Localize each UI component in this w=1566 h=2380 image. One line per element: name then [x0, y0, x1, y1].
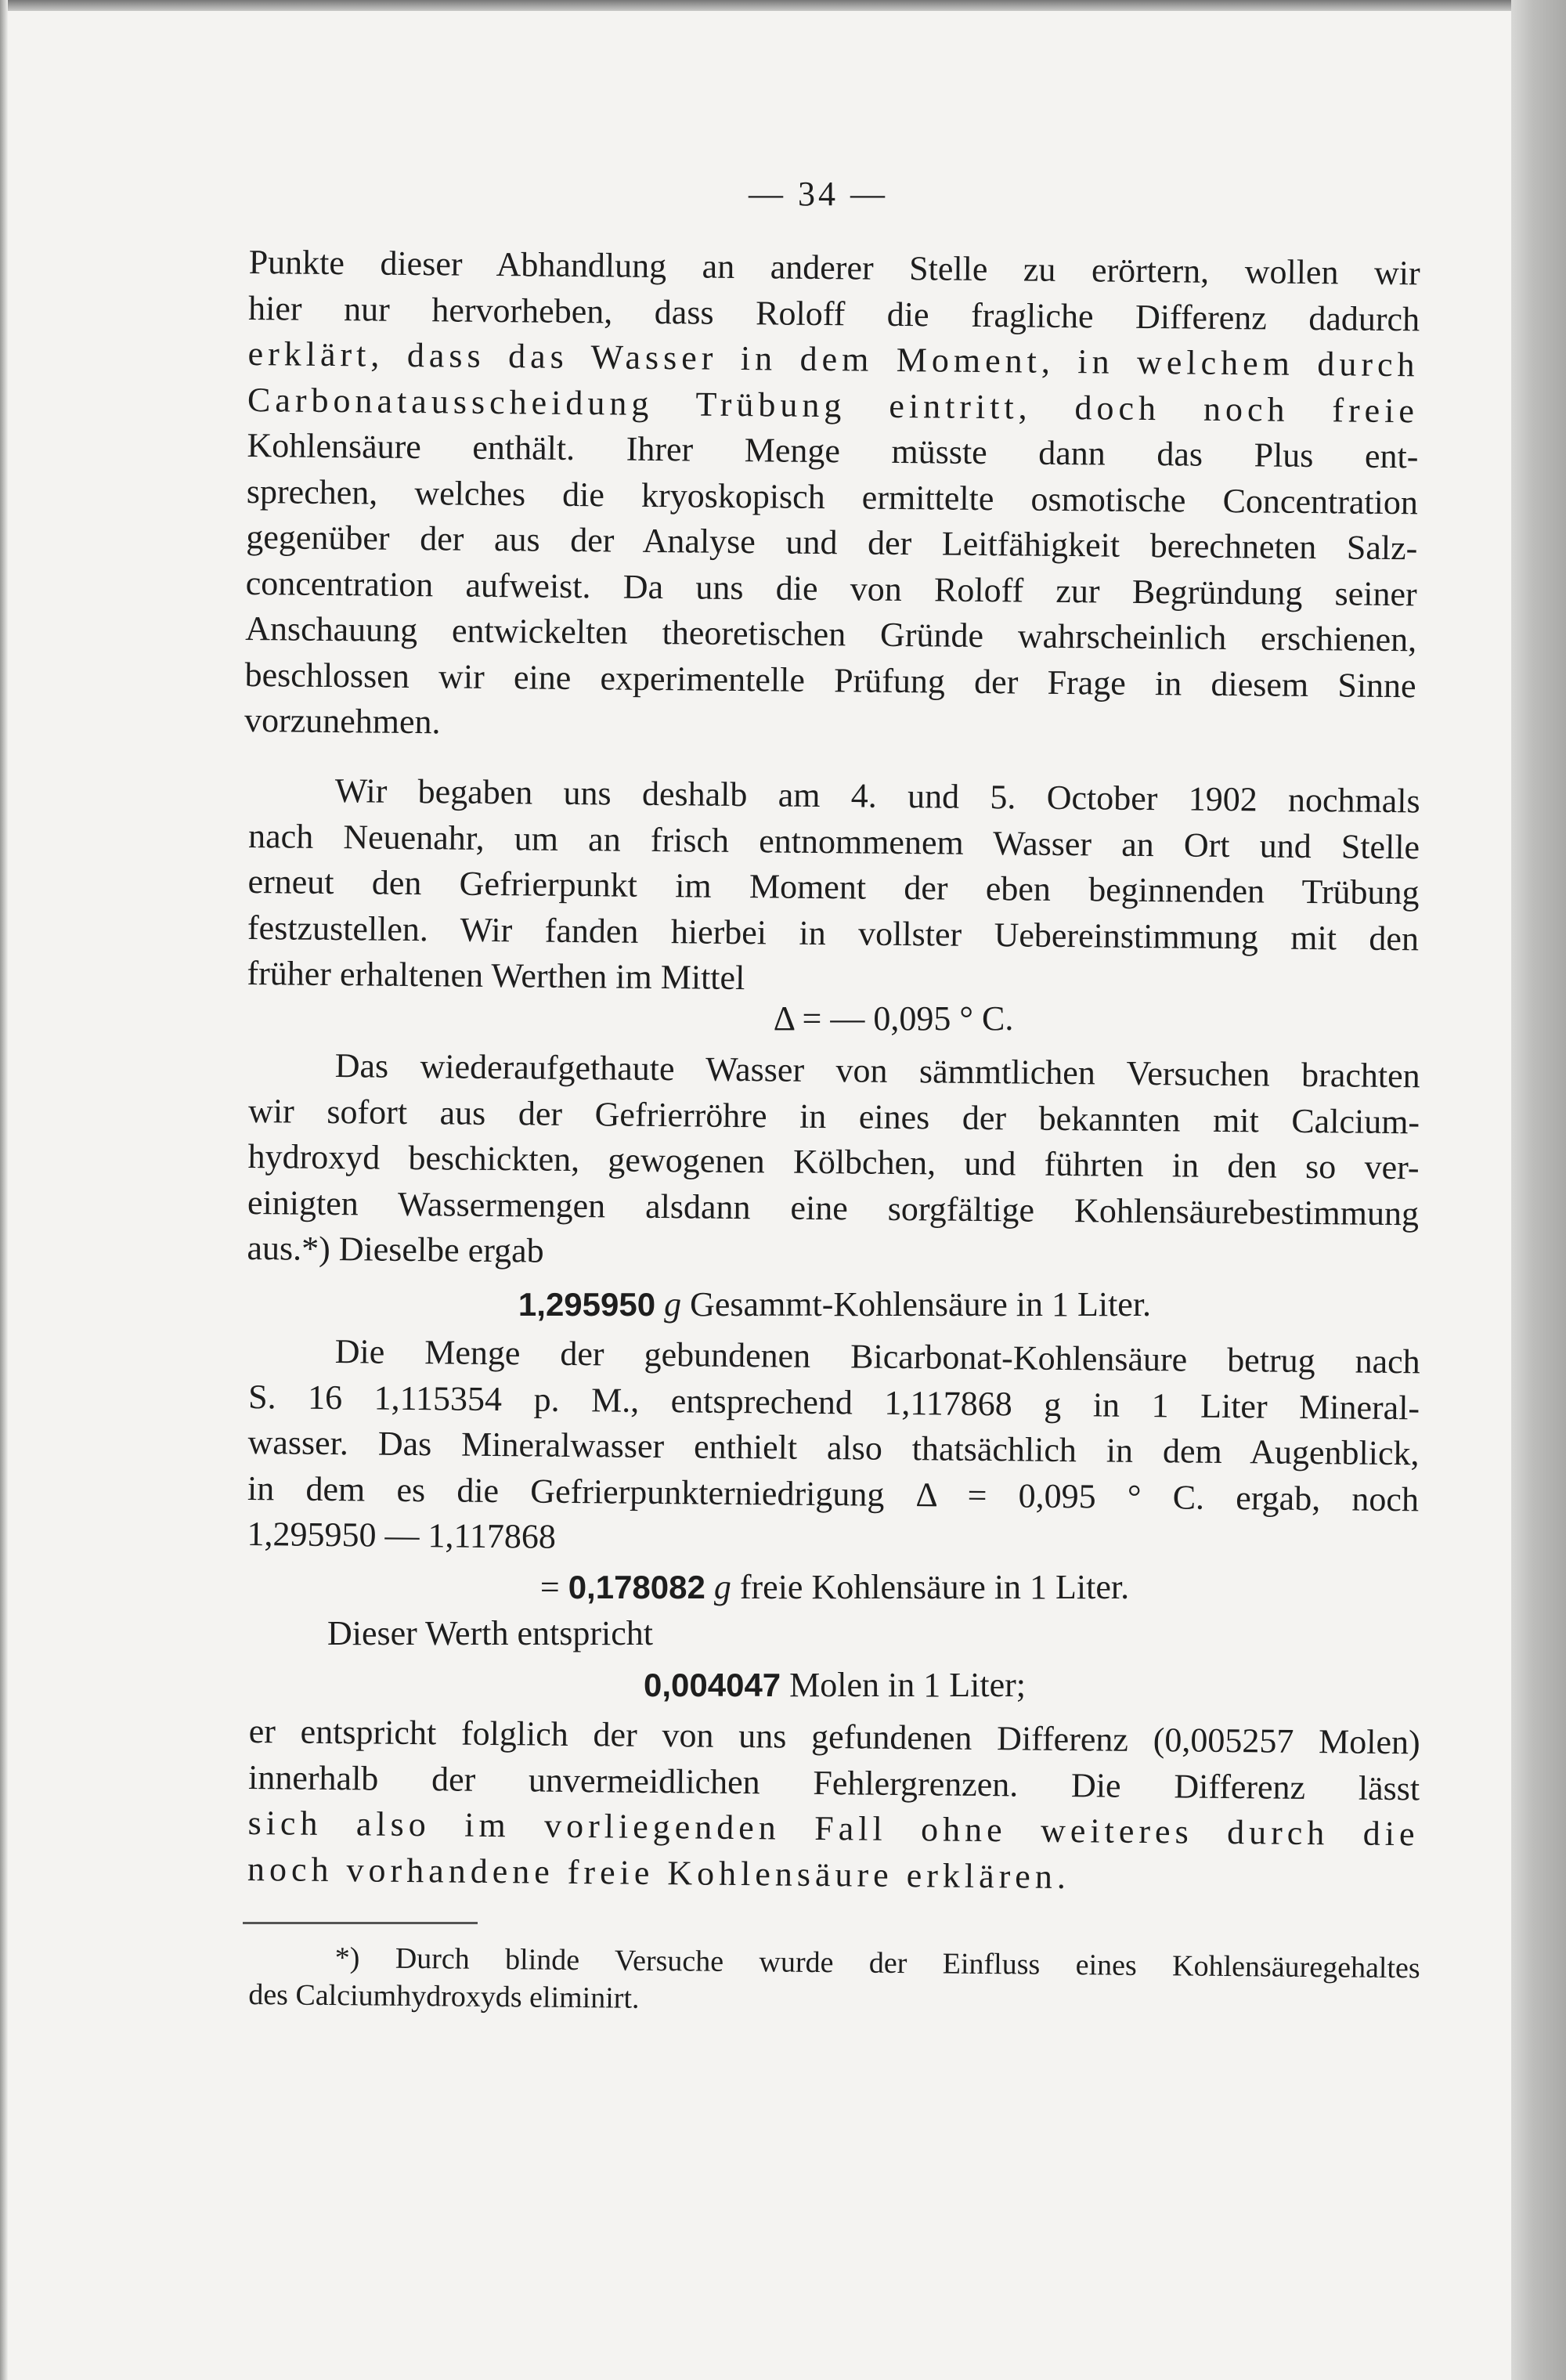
text-line: Kohlensäure enthält. Ihrer Menge müsste dann das Plus ent- — [247, 425, 1419, 476]
total-co2-value: 1,295950 — [518, 1286, 656, 1323]
paragraph-2 — [247, 767, 1420, 1008]
text-line: wasser. Das Mineralwasser enthielt also thatsächlich in dem Augenblick, — [247, 1422, 1420, 1472]
text-line: Carbonatausscheidung Trübung eintritt, doch noch freie — [247, 380, 1420, 430]
footnote — [248, 1938, 1420, 2024]
paragraph-1 — [244, 240, 1420, 755]
scan-top-edge — [0, 0, 1566, 11]
scan-left-edge — [0, 0, 8, 2380]
text-line: gegenüber der aus der Analyse und der Leitfähigkeit berechneten Salz- — [246, 517, 1418, 568]
text-line: erklärt, dass das Wasser in dem Moment, in welchem durch — [247, 334, 1420, 385]
text-line: Anschauung entwickelten theoretischen Gründe wahrscheinlich erschienen, — [244, 609, 1417, 659]
text-line: hier nur hervorheben, dass Roloff die fragliche Differenz dadurch — [247, 288, 1420, 338]
text-line: sich also im vorliegenden Fall ohne weiteres durch die — [247, 1803, 1420, 1853]
page-number: — 34 — — [749, 175, 888, 213]
text-line: S. 16 1,115354 p. M., entsprechend 1,117868 g in 1 Liter Mineral- — [247, 1376, 1420, 1427]
text-line: Wir begaben uns deshalb am 4. und 5. October 1902 nochmals — [334, 771, 1420, 820]
text-line: erneut den Gefrierpunkt im Moment der eben beginnenden Trübung — [247, 861, 1420, 912]
paragraph-3 — [247, 1042, 1420, 1283]
equals-sign: = — [539, 1568, 560, 1606]
text-line: concentration aufweist. Da uns die von Roloff zur Begründung seiner — [245, 563, 1417, 613]
text-line: noch vorhandene freie Kohlensäure erklären. — [247, 1848, 1071, 1896]
text-line: beschlossen wir eine experimentelle Prüfung der Frage in diesem Sinne — [244, 655, 1416, 705]
molen-value: 0,004047 — [643, 1667, 781, 1703]
text-line: er entspricht folglich der von uns gefundenen Differenz (0,005257 Molen) — [248, 1711, 1420, 1761]
formula-free-co2 — [249, 1565, 1420, 1611]
unit: g — [664, 1285, 682, 1324]
unit: g — [713, 1568, 731, 1606]
text-line: Das wiederaufgethaute Wasser von sämmtlichen Versuchen brachten — [334, 1046, 1420, 1095]
formula-text: freie Kohlensäure in 1 Liter. — [739, 1568, 1130, 1606]
text-line: Die Menge der gebundenen Bicarbonat-Kohlensäure betrug nach — [334, 1331, 1420, 1381]
text-line: *) Durch blinde Versuche wurde der Einfluss eines Kohlensäuregehaltes — [334, 1941, 1420, 1985]
scan-right-edge — [1511, 0, 1566, 2380]
text-line: aus.*) Dieselbe ergab — [247, 1228, 544, 1270]
footnote-divider — [243, 1922, 478, 1924]
formula-delta: Δ = — 0,095 ° C. — [773, 999, 1014, 1038]
text-line: innerhalb der unvermeidlichen Fehlergrenzen. Die Differenz lässt — [247, 1757, 1420, 1808]
free-co2-value: 0,178082 — [568, 1569, 705, 1605]
text-line: sprechen, welches die kryoskopisch ermittelte osmotische Concentration — [246, 471, 1419, 522]
werth-line: Dieser Werth entspricht — [327, 1613, 653, 1652]
text-line: nach Neuenahr, um an frisch entnommenem Wasser an Ort und Stelle — [247, 815, 1420, 866]
text-line: des Calciumhydroxyds eliminirt. — [248, 1977, 640, 2015]
formula-text: Molen in 1 Liter; — [789, 1666, 1027, 1704]
text-line: einigten Wassermengen alsdann eine sorgfältige Kohlensäurebestimmung — [247, 1182, 1420, 1233]
paragraph-5 — [247, 1709, 1420, 1903]
text-line: Punkte dieser Abhandlung an anderer Stelle zu erörtern, wollen wir — [248, 242, 1420, 293]
formula-text: Gesammt-Kohlensäure in 1 Liter. — [690, 1285, 1152, 1324]
paragraph-4 — [247, 1328, 1420, 1569]
text-line: 1,295950 — 1,117868 — [247, 1514, 557, 1556]
text-line: wir sofort aus der Gefrierröhre in eines der bekannten mit Calcium- — [247, 1090, 1420, 1141]
text-line: hydroxyd beschickten, gewogenen Kölbchen, und führten in den so ver- — [247, 1136, 1420, 1186]
text-line: festzustellen. Wir fanden hierbei in vollster Uebereinstimmung mit den — [247, 907, 1420, 958]
formula-molen — [249, 1663, 1420, 1709]
text-line: vorzunehmen. — [244, 700, 441, 742]
formula-total-co2 — [249, 1282, 1420, 1328]
text-line: früher erhaltenen Werthen im Mittel — [247, 953, 745, 997]
page-body — [244, 240, 1420, 2015]
text-line: in dem es die Gefrierpunkterniedrigung Δ = 0,095 ° C. ergab, noch — [247, 1468, 1420, 1519]
